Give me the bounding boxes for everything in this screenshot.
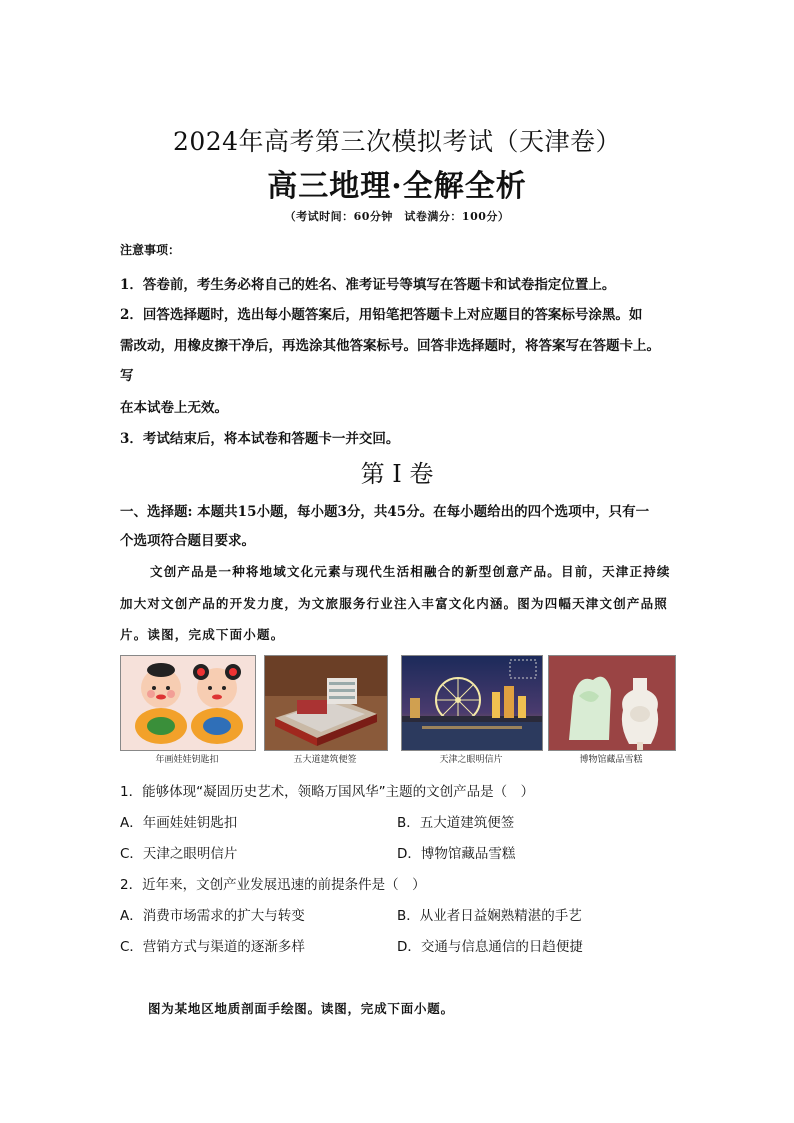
notice-line: 写: [120, 368, 134, 384]
question-1-option-a: A．年画娃娃钥匙扣: [120, 815, 238, 831]
notice-line: 3．考试结束后，将本试卷和答题卡一并交回。: [120, 431, 400, 447]
photo-architecture-model-notes: [264, 655, 388, 751]
question-2-option-d: D．交通与信息通信的日趋便捷: [397, 939, 583, 955]
museum-relic-icecream-icon: [549, 656, 675, 750]
question-1-option-b: B．五大道建筑便签: [397, 815, 515, 831]
question-1-option-c: C．天津之眼明信片: [120, 846, 238, 862]
section-title: 第 I 卷: [360, 460, 434, 488]
passage-line: 片。读图，完成下面小题。: [120, 627, 285, 642]
notice-line: 需改动，用橡皮擦干净后，再选涂其他答案标号。回答非选择题时，将答案写在答题卡上。: [120, 338, 660, 354]
question-1-stem: 1．能够体现“凝固历史艺术，领略万国风华”主题的文创产品是（ ）: [120, 784, 535, 800]
notice-line: 2．回答选择题时，选出每小题答案后，用铅笔把答题卡上对应题目的答案标号涂黑。如: [120, 307, 643, 323]
question-1-option-d: D．博物馆藏品雪糕: [397, 846, 516, 862]
passage-line: 文创产品是一种将地域文化元素与现代生活相融合的新型创意产品。目前，天津正持续: [150, 564, 671, 579]
exam-subtitle: 高三地理·全解全析: [267, 169, 527, 204]
photo-caption: 博物馆藏品雪糕: [579, 755, 643, 765]
photo-caption: 五大道建筑便签: [293, 755, 357, 765]
photo-museum-relic-icecream: [548, 655, 676, 751]
passage-line: 图为某地区地质剖面手绘图。读图，完成下面小题。: [148, 1001, 454, 1016]
notice-heading: 注意事项：: [120, 243, 181, 257]
question-2-stem: 2．近年来，文创产业发展迅速的前提条件是（ ）: [120, 877, 426, 893]
question-2-option-a: A．消费市场需求的扩大与转变: [120, 908, 305, 924]
question-2-option-b: B．从业者日益娴熟精湛的手艺: [397, 908, 582, 924]
photo-clay-doll-keychains: [120, 655, 256, 751]
clay-doll-keychains-icon: [121, 656, 255, 750]
ferris-wheel-postcard-icon: [402, 656, 542, 750]
photo-caption: 年画娃娃钥匙扣: [155, 755, 219, 765]
exam-info: （考试时间：60分钟 试卷满分：100分）: [284, 210, 510, 223]
question-2-option-c: C．营销方式与渠道的逐渐多样: [120, 939, 305, 955]
notice-line: 1．答卷前，考生务必将自己的姓名、准考证号等填写在答题卡和试卷指定位置上。: [120, 277, 616, 293]
section-instruction: 个选项符合题目要求。: [120, 533, 255, 549]
notice-line: 在本试卷上无效。: [120, 400, 228, 416]
section-instruction: 一、选择题: 本题共15小题，每小题3分，共45分。在每小题给出的四个选项中，只有一: [120, 504, 650, 520]
photo-caption: 天津之眼明信片: [439, 755, 503, 765]
passage-line: 加大对文创产品的开发力度，为文旅服务行业注入丰富文化内涵。图为四幅天津文创产品照: [120, 596, 669, 611]
architecture-model-notes-icon: [265, 656, 387, 750]
photo-ferris-wheel-postcard: [401, 655, 543, 751]
exam-title: 2024年高考第三次模拟考试（天津卷）: [172, 127, 622, 156]
